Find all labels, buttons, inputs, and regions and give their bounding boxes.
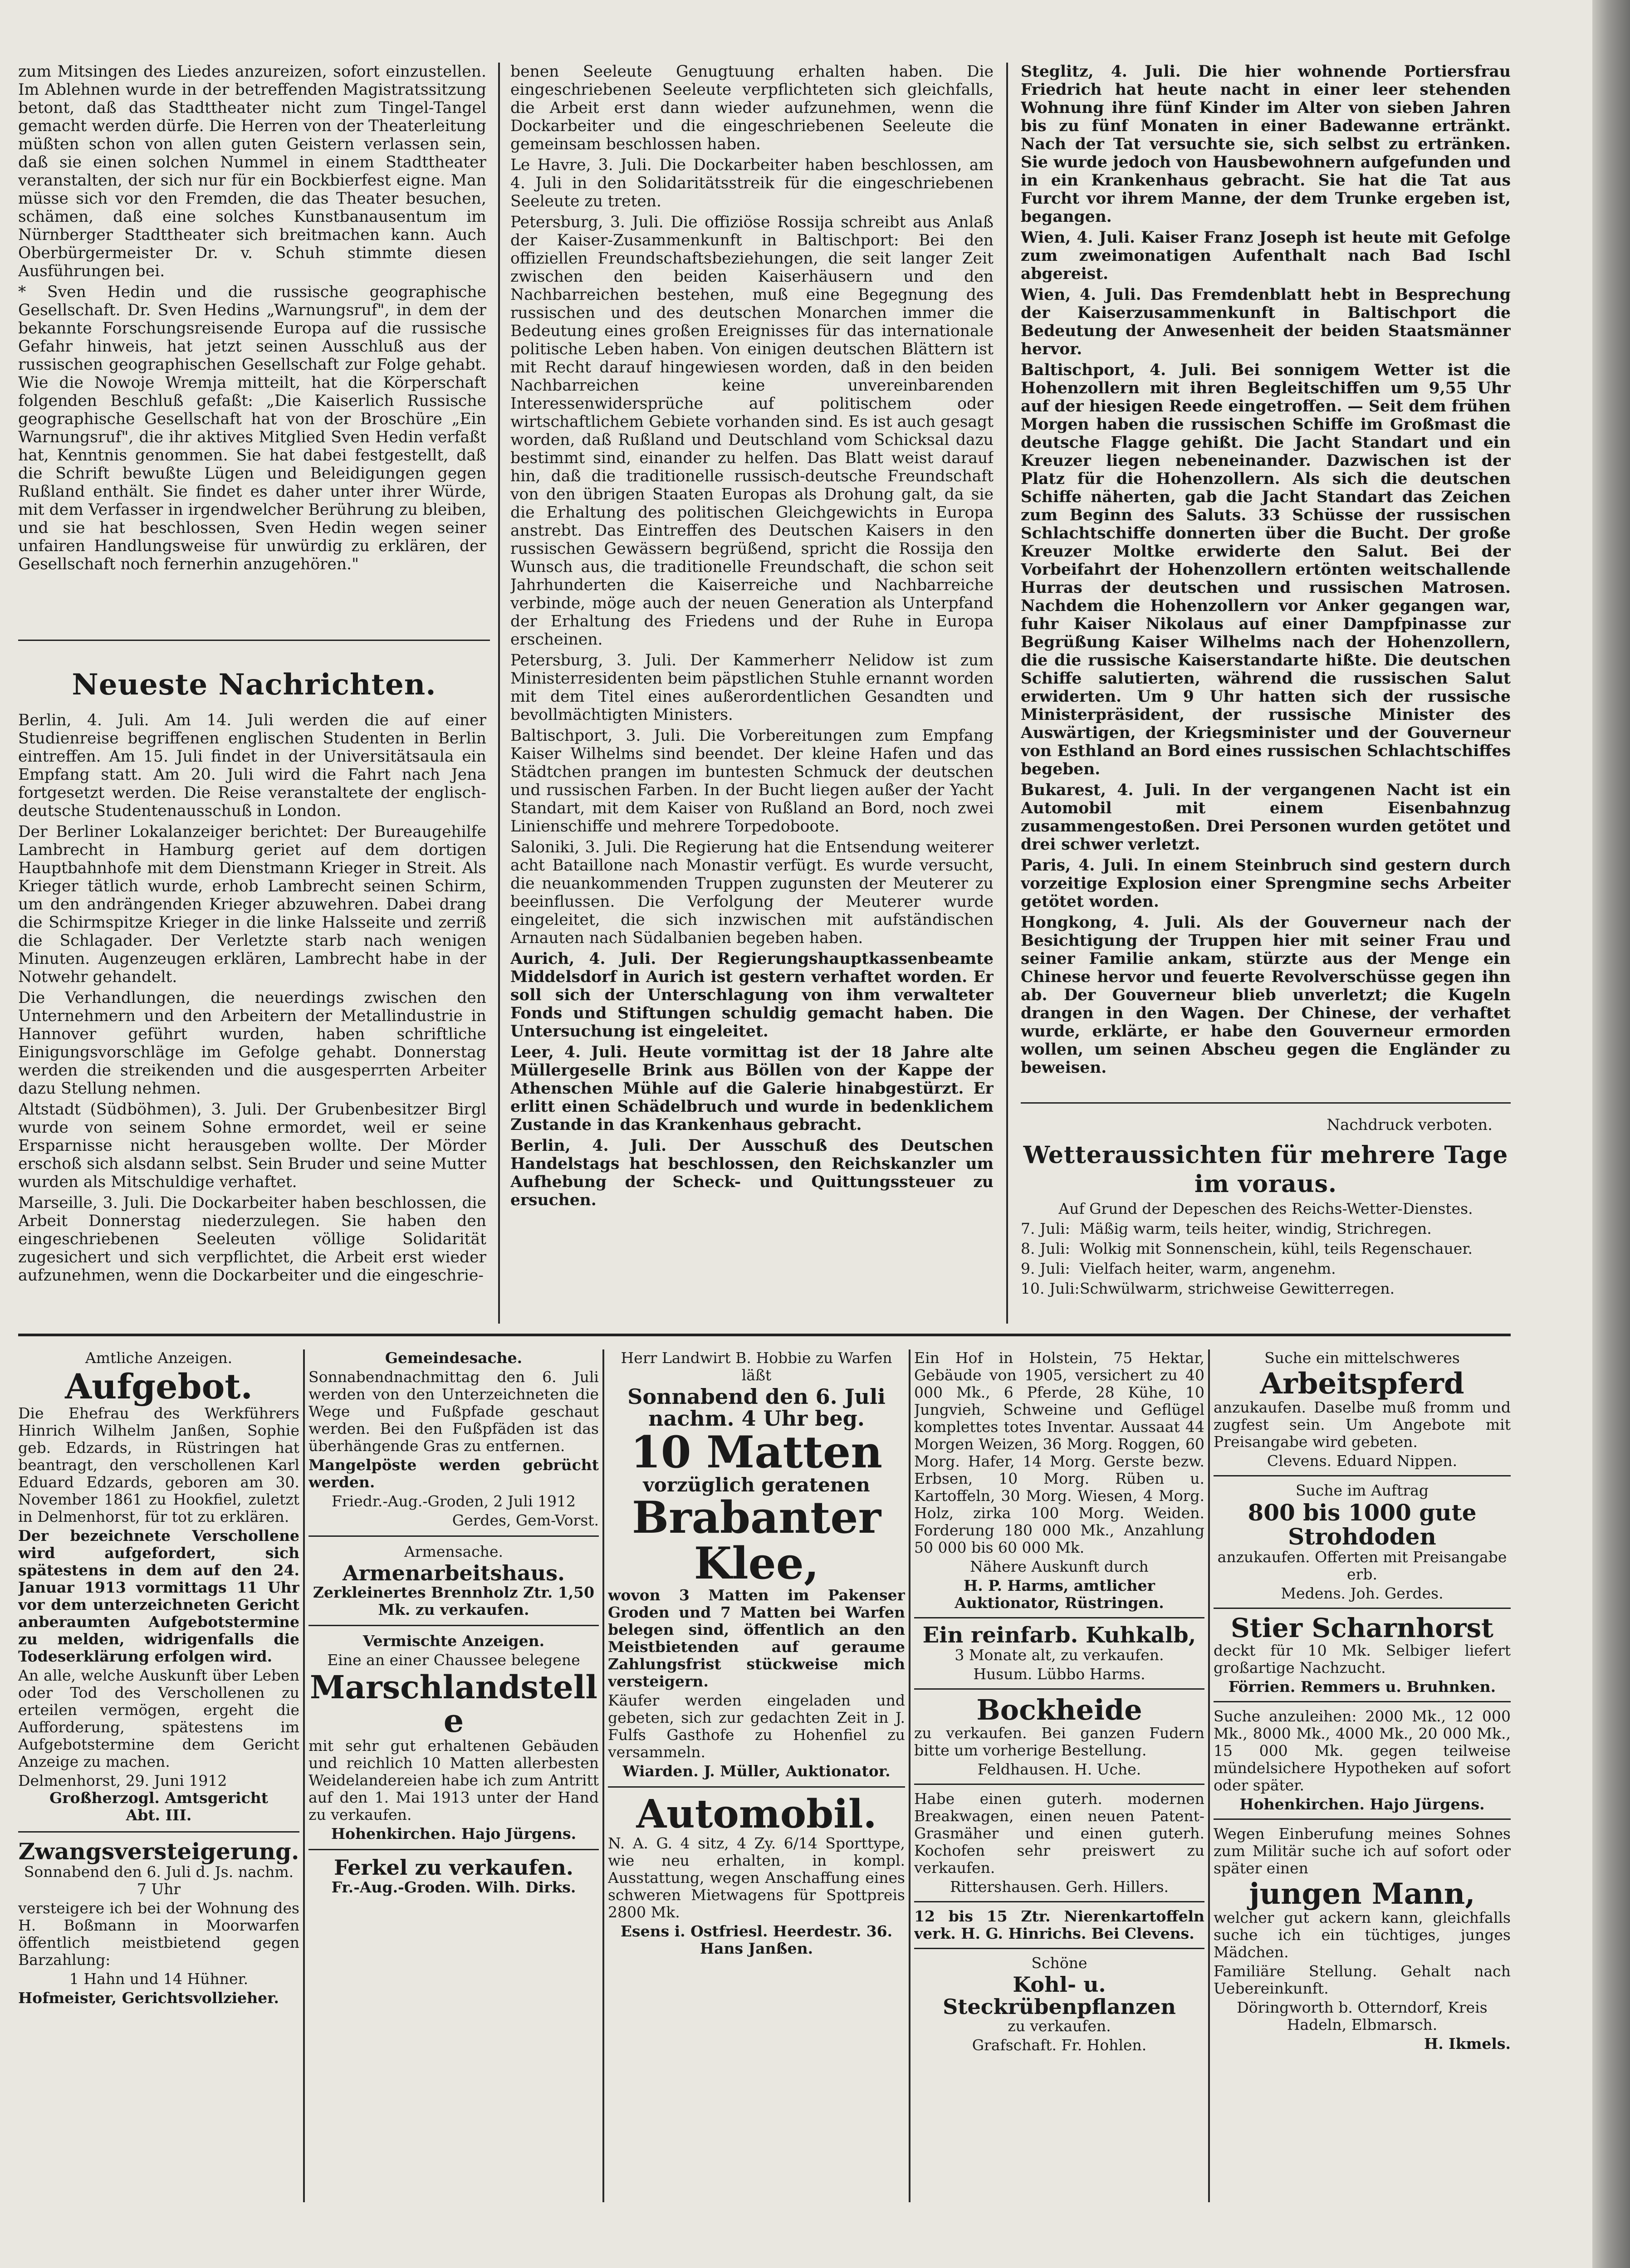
article-lambrecht: Der Berliner Lokalanzeiger berichtet: Der Bureaugehilfe Lambrecht in Hamburg geriet auf dem dortigen Hauptbahnhofe mit dem Dienstmann Krieger in Streit. Als Krieger tätlich wurde, erhob Lambrecht seinen Schirm, um den andrängenden Krieger abzuwehren. Dabei drang die Schirmspitze Krieger in die linke Halsseite und zerriß die Schlagader. Der Verletzte starb nach wenigen Minuten. Augenzeugen erklären, Lambrecht habe in der Notwehr gehandelt.	[18, 823, 486, 986]
divider	[1214, 1475, 1511, 1476]
article-bukarest: Bukarest, 4. Juli. In der vergangenen Nacht ist ein Automobil mit einem Eisenbahnzug zusammengestoßen. Drei Personen wurden getötet und drei schwer verletzt.	[1021, 781, 1511, 854]
ad-armensache: Armensache. Armenarbeitshaus. Zerkleinertes Brennholz Ztr. 1,50 Mk. zu verkaufen.	[313, 1543, 595, 1619]
weather-day: 8. Juli: Wolkig mit Sonnenschein, kühl, teils Regenschauer.	[1021, 1240, 1473, 1257]
divider	[1214, 1608, 1511, 1609]
divider	[308, 1535, 599, 1537]
ad-column-c	[608, 1349, 905, 2211]
article-metallindustrie: Die Verhandlungen, die neuerdings zwischen den Unternehmern und den Arbeitern der Metallindustrie in Hannover geführt wurden, haben schriftliche Einigungsvorschläge im Gefolge gehabt. Donnerstag werden die streikenden und die ausgesperrten Arbeiter dazu Stellung nehmen.	[18, 989, 486, 1098]
column-rule	[498, 63, 500, 1324]
ad-rule	[303, 1349, 305, 2202]
ad-zwangsversteigerung: Zwangsversteigerung. Sonnabend den 6. Juli d. Js. nachm. 7 Uhr versteigere ich bei der Wohnung des H. Boßmann in Moorwarfen öffentlich meistbietend gegen Barzahlung: 1 Hahn und 14 Hühner. Hofmeister, Gerichtsvollzieher.	[18, 1838, 299, 2007]
ad-rule	[1208, 1349, 1210, 2202]
article-leer: Leer, 4. Juli. Heute vormittag ist der 18 Jahre alte Müllergeselle Brink aus Böllen von der Kappe der Athenschen Mühle auf die Galerie hinabgestürzt. Er erlitt einen Schädelbruch und wurde in bedenklichem Zustande in das Krankenhaus gebracht.	[510, 1043, 994, 1134]
ad-breakwagen: Habe einen guterh. modernen Breakwagen, einen neuen Patent-Grasmäher und einen guterh. Kochofen sehr preiswert zu verkaufen. Rittershausen. Gerh. Hillers.	[914, 1790, 1204, 1896]
article-saloniki: Saloniki, 3. Juli. Die Regierung hat die Entsendung weiterer acht Bataillone nach Monastir verfügt. Es wurde versucht, die neuankommenden Truppen zugunsten der Meuterer zu beeinflussen. Die Verfolgung der Meuterer wurde eingeleitet, die sich inzwischen mit aufständischen Arnauten nach Südalbanien begeben haben.	[510, 838, 994, 947]
article-wien-ischl: Wien, 4. Juli. Kaiser Franz Joseph ist heute mit Gefolge zum zweimonatigen Aufenthalt nach Bad Ischl abgereist.	[1021, 229, 1511, 283]
ad-ferkel: Ferkel zu verkaufen. Fr.-Aug.-Groden. Wilh. Dirks.	[331, 1855, 576, 1896]
article-marseille: Marseille, 3. Juli. Die Dockarbeiter haben beschlossen, die Arbeit Donnerstag niederzulegen. Sie haben den eingeschriebenen Seeleuten völlige Solidarität zugesichert und sich verpflichtet, die Arbeit erst wieder aufzunehmen, wenn die Dockarbeiter und die eingeschrie-	[18, 1194, 486, 1285]
article-baltischport-hohenzollern: Baltischport, 4. Juli. Bei sonnigem Wetter ist die Hohenzollern mit ihren Begleitschiffen um 9,55 Uhr auf der hiesigen Reede eingetroffen. — Seit dem frühen Morgen haben die russischen Schiffe im Großmast die deutsche Flagge gehißt. Die Jacht Standart und ein Kreuzer liegen nebeneinander. Dazwischen ist der Platz für die Hohenzollern. Als sich die deutschen Schiffe näherten, gab die Jacht Standart das Zeichen zum Beginn des Saluts. 33 Schüsse der russischen Schlachtschiffe donnerten über die Bucht. Der große Kreuzer Moltke erwiderte den Salut. Bei der Vorbeifahrt der Hohenzollern ertönten weitschallende Hurras der deutschen und russischen Matrosen. Nachdem die Hohenzollern vor Anker gegangen war, fuhr Kaiser Nikolaus auf einer Dampfpinasse zur Begrüßung Kaiser Wilhelms nach der Hohenzollern, die die russische Kaiserstandarte hißte. Die deutschen Schiffe salutierten, während die russischen Salut erwiderten. Um 9 Uhr hatten sich der russische Ministerpräsident, der russische Minister des Auswärtigen, der Kriegsminister und der Gouverneur von Esthland an Bord eines russischen Schlachtschiffes begeben.	[1021, 361, 1511, 778]
article-paris: Paris, 4. Juli. In einem Steinbruch sind gestern durch vorzeitige Explosion einer Sprengmine sechs Arbeiter getötet worden.	[1021, 856, 1511, 911]
ad-nierenkartoffeln: 12 bis 15 Ztr. Nierenkartoffeln verk. H. G. Hinrichs. Bei Clevens.	[914, 1907, 1204, 1943]
article-sven-hedin: * Sven Hedin und die russische geographische Gesellschaft. Dr. Sven Hedins „Warnungsruf", in dem der bekannte Forschungsreisende Europa auf die russische Gefahr hinweis, hat jetzt seinen Ausschluß aus der russischen geographischen Gesellschaft zur Folge gehabt. Wie die Nowoje Wremja mitteilt, hat die Körperschaft folgenden Beschluß gefaßt: „Die Kaiserlich Russische geographische Gesellschaft hat von der Broschüre „Ein Warnungsruf", die ihr aktives Mitglied Sven Hedin verfaßt hat, Kenntnis genommen. Sie hat dabei festgestellt, daß die Schrift bewußte Lügen und Beleidigungen gegen Rußland enthält. Sie findet es daher unter ihrer Würde, mit dem Verfasser in irgendwelcher Berührung zu bleiben, und sie hat beschlossen, Sven Hedin wegen seiner unfairen Handlungsweise für unwürdig zu erklären, der Gesellschaft noch fernerhin anzugehören."	[18, 283, 486, 573]
ad-rule	[602, 1349, 604, 2202]
ad-rule	[909, 1349, 910, 2202]
divider	[308, 1849, 599, 1850]
divider	[608, 1786, 905, 1788]
article-steglitz: Steglitz, 4. Juli. Die hier wohnende Portiersfrau Friedrich hat heute nacht in einer leer stehenden Wohnung ihre fünf Kinder im Alter von sieben Jahren bis zu fünf Monaten in einer Badewanne ertränkt. Nach der Tat versuchte sie, sich selbst zu ertränken. Sie wurde jedoch von Hausbewohnern aufgefunden und in ein Krankenhaus gebracht. Sie hat die Tat aus Furcht vor ihrem Manne, der dem Trunke ergeben ist, begangen.	[1021, 63, 1511, 226]
ad-automobil: Automobil. N. A. G. 4 sitz, 4 Zy. 6/14 Sporttype, wie neu erhalten, in kompl. Ausstattung, wegen Anschaffung eines schweren Mietwagens für Spottpreis 2800 Mk. Esens i. Ostfriesl. Heerdestr. 36. Hans Janßen.	[608, 1791, 905, 1958]
ad-hof-holstein: Ein Hof in Holstein, 75 Hektar, Gebäude von 1905, versichert zu 40 000 Mk., 6 Pferde, 28 Kühe, 10 Jungvieh, Schweine und Geflügel komplettes totes Inventar. Aussaat 44 Morgen Weizen, 36 Morg. Roggen, 60 Morg. Hafer, 14 Morg. Gerste bezw. Erbsen, 10 Morg. Rüben u. Kartoffeln, 30 Morg. Wiesen, 4 Morg. Holz, zirka 100 Morg. Weiden. Forderung 180 000 Mk., Anzahlung 50 000 bis 60 000 Mk. Nähere Auskunft durch H. P. Harms, amtlicher Auktionator, Rüstringen.	[914, 1349, 1204, 1612]
ad-junger-mann: Wegen Einberufung meines Sohnes zum Militär suche ich auf sofort oder später einen jungen Mann, welcher gut ackern kann, gleichfalls suche ich ein tüchtiges, junges Mädchen. Familiäre Stellung. Gehalt nach Uebereinkunft. Döringworth b. Otterndorf, Kreis Hadeln, Elbmarsch. H. Ikmels.	[1214, 1825, 1511, 2053]
divider	[914, 1617, 1204, 1618]
article-altstadt: Altstadt (Südböhmen), 3. Juli. Der Grubenbesitzer Birgl wurde von seinem Sohne ermordet, weil er seine Ersparnisse nicht herausgeben wollte. Der Mörder erschoß sich alsdann selbst. Sein Bruder und seine Mutter wurden als Mitschuldige verhaftet.	[18, 1100, 486, 1191]
divider	[914, 1688, 1204, 1690]
ad-title: Aufgebot.	[65, 1366, 253, 1407]
article-hongkong: Hongkong, 4. Juli. Als der Gouverneur nach der Besichtigung der Truppen hier mit seiner Frau und seiner Familie ankam, stürzte aus der Menge ein Chinese hervor und feuerte Revolverschüsse gegen ihn ab. Der Gouverneur blieb unverletzt; die Kugeln drangen in den Wagen. Der Chinese, der verhaftet wurde, erklärte, er habe den Gouverneur ermorden wollen, um seinen Abscheu gegen die Engländer zu beweisen.	[1021, 914, 1511, 1077]
article-seeleute: benen Seeleute Genugtuung erhalten haben. Die eingeschriebenen Seeleute verpflichteten sich gleichfalls, die Arbeit erst dann wieder aufzunehmen, wenn die Dockarbeiter und die eingeschriebenen Seeleute die gemeinsam beschlossen haben.	[510, 63, 994, 153]
page-edge	[1592, 0, 1630, 2268]
article-wien-fremdenblatt: Wien, 4. Juli. Das Fremdenblatt hebt in Besprechung der Kaiserzusammenkunft in Baltischport die Bedeutung der Anwesenheit der beiden Staatsmänner hervor.	[1021, 286, 1511, 358]
ad-arbeitspferd: Suche ein mittelschweres Arbeitspferd anzukaufen. Daselbe muß fromm und zugfest sein. Um Angebote mit Preisangabe wird gebeten. Clevens. Eduard Nippen.	[1214, 1349, 1511, 1470]
divider	[914, 1901, 1204, 1902]
weather-day: 7. Juli: Mäßig warm, teils heiter, windig, Strichregen.	[1021, 1220, 1432, 1237]
column-3	[1021, 63, 1511, 1083]
article-petersburg-rossija: Petersburg, 3. Juli. Die offiziöse Rossija schreibt aus Anlaß der Kaiser-Zusammenkunft in Baltischport: Bei den offiziellen Freundschaftsbeziehungen, die seit langer Zeit zwischen den beiden Kaiserhäusern und den Nachbarreichen bestehen, muß eine Begegnung des russischen und des deutschen Monarchen immer die Bedeutung eines großen Ereignisses für das internationale politische Leben haben. Von einigen deutschen Blättern ist mit Recht darauf hingewiesen worden, daß in den beiden Nachbarreichen keine unvereinbarenden Interessenwidersprüche auf politischem oder wirtschaftlichem Gebiete vorhanden sind. Es ist auch gesagt worden, daß Rußland und Deutschland vom Schicksal dazu bestimmt sind, einander zu helfen. Das Blatt weist darauf hin, daß die traditionelle russisch-deutsche Freundschaft von den übrigen Staaten Europas als Drohung galt, da sie die Erhaltung des politischen Gleichgewichts in Europa anstrebt. Das Eintreffen des Deutschen Kaisers in den russischen Gewässern begrüßend, spricht die Rossija den Wunsch aus, die traditionelle Freundschaft, die schon seit Jahrhunderten die Kaiserreiche und Nachbarreiche verbinde, möge auch der neuen Generation als Unterpfand der Erhaltung des Friedens und der Ruhe in Europa erscheinen.	[510, 213, 994, 649]
ad-column-d	[914, 1349, 1204, 2211]
ad-column-e	[1214, 1349, 1511, 2211]
divider	[18, 1831, 299, 1833]
section-heading-neueste-nachrichten: Neueste Nachrichten.	[72, 668, 436, 702]
weather-day: 9. Juli: Vielfach heiter, warm, angenehm.	[1021, 1260, 1336, 1277]
divider	[914, 1784, 1204, 1785]
ad-column-b	[308, 1349, 599, 2211]
article-aurich: Aurich, 4. Juli. Der Regierungshauptkassenbeamte Middelsdorf in Aurich ist gestern verhaftet worden. Er soll sich der Unterschlagung von ihm verwalteter Fonds und Stiftungen schuldig gemacht haben. Die Untersuchung ist eingeleitet.	[510, 950, 994, 1041]
weather-day: 10. Juli: Schwülwarm, strichweise Gewitterregen.	[1021, 1280, 1395, 1297]
article-berlin-handelstag: Berlin, 4. Juli. Der Ausschuß des Deutschen Handelstags hat beschlossen, den Reichskanzler um Aufhebung der Scheck- und Quittungssteuer zu ersuchen.	[510, 1137, 994, 1209]
news-ads-divider	[18, 1334, 1511, 1336]
divider	[1214, 1818, 1511, 1820]
divider	[308, 1625, 599, 1626]
ad-column-a	[18, 1349, 299, 2211]
divider	[914, 1948, 1204, 1949]
column-1	[18, 63, 486, 635]
ad-stier: Stier Scharnhorst deckt für 10 Mk. Selbiger liefert großartige Nachzucht. Förrien. Remmers u. Bruhnken.	[1214, 1613, 1511, 1696]
divider	[18, 640, 490, 641]
article-petersburg-nelidow: Petersburg, 3. Juli. Der Kammerherr Nelidow ist zum Ministerresidenten beim päpstlichen Stuhle ernannt worden mit dem Titel eines außerordentlichen Gesandten und bevollmächtigten Ministers.	[510, 651, 994, 724]
divider	[1214, 1701, 1511, 1702]
ad-marschlandstelle: Vermischte Anzeigen. Eine an einer Chaussee belegene Marschlandstelle mit sehr gut erhaltenen Gebäuden und reichlich 10 Matten allerbesten Weidelandereien habe ich zum Antritt auf den 1. Mai 1913 unter der Hand zu verkaufen. Hohenkirchen. Hajo Jürgens.	[308, 1632, 599, 1843]
ad-aufgebot: Amtliche Anzeigen. Aufgebot. Die Ehefrau des Werkführers Hinrich Wilhelm Janßen, Sophie geb. Edzards, in Rüstringen hat beantragt, den verschollenen Karl Eduard Edzards, geboren am 30. November 1861 zu Hookfiel, zuletzt in Delmenhorst, für tot zu erklären. Der bezeichnete Verschollene wird aufgefordert, sich spätestens in dem auf den 24. Januar 1913 vormittags 11 Uhr vor dem unterzeichneten Gericht anberaumten Aufgebotstermine zu melden, widrigenfalls die Todeserklärung erfolgen wird. An alle, welche Auskunft über Leben oder Tod des Verschollenen zu erteilen vermögen, ergeht die Aufforderung, spätestens im Aufgebotstermine dem Gericht Anzeige zu machen. Delmenhorst, 29. Juni 1912 Großherzogl. Amtsgericht Abt. III.	[18, 1349, 299, 1824]
ad-anleihen: Suche anzuleihen: 2000 Mk., 12 000 Mk., 8000 Mk., 4000 Mk., 20 000 Mk., 15 000 Mk. gegen teilweise mündelsichere Hypotheken auf sofort oder später. Hohenkirchen. Hajo Jürgens.	[1214, 1707, 1511, 1813]
ad-gemeindesache: Gemeindesache. Sonnabendnachmittag den 6. Juli werden von den Unterzeichneten die Wege und Fußpfade geschaut werden. Bei den Fußpfäden ist das überhängende Gras zu entfernen. Mangelpöste werden gebrücht werden. Friedr.-Aug.-Groden, 2 Juli 1912 Gerdes, Gem-Vorst.	[308, 1349, 599, 1529]
weather-title: Wetteraussichten für mehrere Tage im voraus.	[1023, 1141, 1508, 1198]
divider	[1021, 1102, 1511, 1104]
nachdruck-note: Nachdruck verboten.	[1327, 1116, 1493, 1134]
column-2	[510, 63, 994, 1326]
weather-source: Auf Grund der Depeschen des Reichs-Wetter-Dienstes.	[1058, 1200, 1473, 1217]
ad-kicker: Amtliche Anzeigen.	[85, 1349, 233, 1367]
ad-bockheide: Bockheide zu verkaufen. Bei ganzen Fudern bitte um vorherige Bestellung. Feldhausen. H. Uche.	[914, 1693, 1204, 1779]
article-theater: zum Mitsingen des Liedes anzureizen, sofort einzustellen. Im Ablehnen wurde in der betreffenden Magistratssitzung betont, daß das Stadttheater nicht zum Tingel-Tangel gemacht werden dürfe. Die Herren von der Theaterleitung müßten schon von allen guten Geistern verlassen sein, daß sie einen solchen Nummel in einem Stadttheater veranstalten, der sich nur für ein Bockbierfest eigne. Man müsse sich vor den Fremden, die das Theater besuchen, schämen, daß eine solches Kunstbanausentum im Nürnberger Stadttheater sich breitmachen kann. Auch Oberbürgermeister Dr. v. Schuh stimmte diesen Ausführungen bei.	[18, 63, 486, 280]
ad-kuhkalb: Ein reinfarb. Kuhkalb, 3 Monate alt, zu verkaufen. Husum. Lübbo Harms.	[922, 1623, 1196, 1683]
weather-box	[1021, 1141, 1511, 1299]
ad-title: Zwangsversteigerung.	[18, 1838, 299, 1865]
ad-brabanter-klee: Herr Landwirt B. Hobbie zu Warfen läßt Sonnabend den 6. Juli nachm. 4 Uhr beg. 10 Matten vorzüglich geratenen Brabanter Klee, wovon 3 Matten im Pakenser Groden und 7 Matten bei Warfen belegen sind, öffentlich an den Meistbietenden auf geraume Zahlungsfrist stückweise mich versteigern. Käufer werden eingeladen und gebeten, sich zur gedachten Zeit in J. Fulfs Gasthofe zu Hohenfiel zu versammeln. Wiarden. J. Müller, Auktionator.	[608, 1349, 905, 1780]
article-le-havre: Le Havre, 3. Juli. Die Dockarbeiter haben beschlossen, am 4. Juli in den Solidaritätsstreik für die eingeschriebenen Seeleute zu treten.	[510, 156, 994, 210]
article-berlin-studenten: Berlin, 4. Juli. Am 14. Juli werden die auf einer Studienreise begriffenen englischen Studenten in Berlin eintreffen. Am 15. Juli findet in der Universitätsaula ein Empfang statt. Am 20. Juli wird die Fahrt nach Jena fortgesetzt werden. Die Reise veranstaltete der englisch-deutsche Studentenausschuß in London.	[18, 711, 486, 820]
article-baltischport: Baltischport, 3. Juli. Die Vorbereitungen zum Empfang Kaiser Wilhelms sind beendet. Der kleine Hafen und das Städtchen prangen im buntesten Schmuck der deutschen und russischen Farben. In der Bucht liegen außer der Yacht Standart, mit dem Kaiser von Rußland an Bord, noch zwei Linienschiffe und mehrere Torpedoboote.	[510, 727, 994, 836]
column-rule	[1006, 63, 1008, 1324]
ad-strohdoden: Suche im Auftrag 800 bis 1000 gute Strohdoden anzukaufen. Offerten mit Preisangabe erb. Medens. Joh. Gerdes.	[1217, 1481, 1507, 1603]
ad-kohlpflanzen: Schöne Kohl- u. Steckrübenpflanzen zu verkaufen. Grafschaft. Fr. Hohlen.	[943, 1954, 1176, 2054]
column-1-news	[18, 711, 486, 1324]
